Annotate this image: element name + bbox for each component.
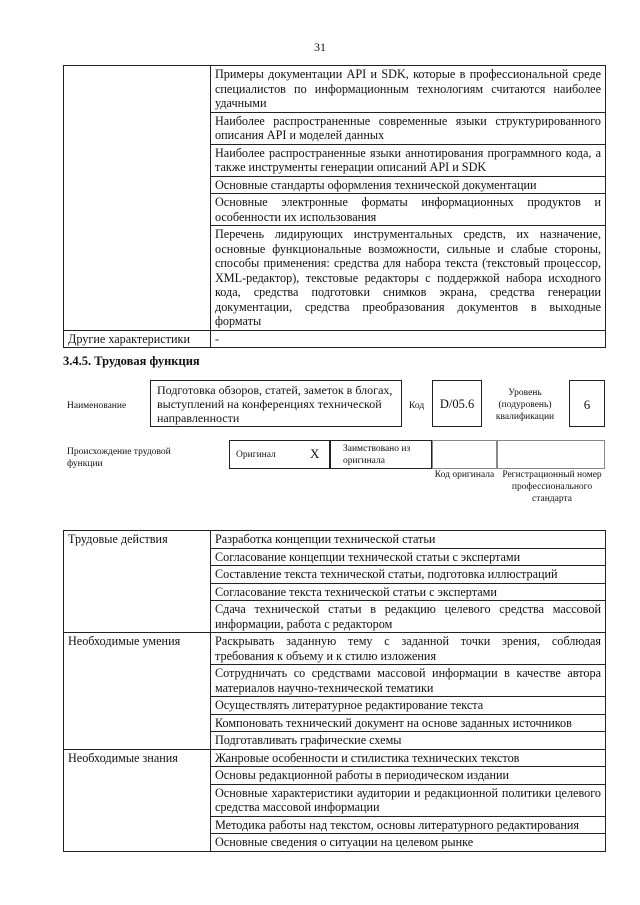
skill-item: Раскрывать заданную тему с заданной точки зрения, соблюдая требования к объему и к стилю изложения [211, 633, 606, 665]
knowledge-continuation-table [63, 65, 606, 348]
empty-label-cell [64, 66, 211, 331]
reg-number-box [497, 440, 605, 469]
action-item: Составление текста технической статьи, подготовка иллюстраций [211, 566, 606, 584]
knowledge-item: Основные электронные форматы информационных продуктов и особенности их использования [211, 194, 606, 226]
knowledge-item: Наиболее распространенные современные языки структурированного описания API и моделей данных [211, 112, 606, 144]
original-box [229, 440, 330, 469]
knowledge-entry: Основные сведения о ситуации на целевом рынке [211, 834, 606, 852]
level-value: 6 [569, 380, 605, 427]
code-original-label: Код оригинала [434, 470, 495, 480]
knowledge-entry: Методика работы над текстом, основы литературного редактирования [211, 816, 606, 834]
skill-item: Подготавливать графические схемы [211, 732, 606, 750]
name-value: Подготовка обзоров, статей, заметок в блогах, выступлений на конференциях технической направленности [157, 383, 393, 425]
original-label: Оригинал [236, 450, 276, 460]
code-original-box [432, 440, 497, 469]
skill-item: Компоновать технический документ на основе заданных источников [211, 714, 606, 732]
other-characteristics-value: - [211, 330, 606, 348]
code-label: Код [409, 401, 425, 411]
knowledge-entry: Основы редакционной работы в периодическом издании [211, 767, 606, 785]
level-label: Уровень (подуровень) квалификации [495, 388, 555, 422]
reg-number-label: Регистрационный номер профессионального стандарта [502, 470, 602, 504]
borrowed-box [330, 440, 432, 469]
knowledge-item: Перечень лидирующих инструментальных средств, их назначение, основные функциональные возможности, сильные и слабые стороны, способы применения: средства для набора текста (текстовый процессор, XML-редактор), текстовые редакторы с поддержкой набора исходного кода, средства подготовки снимков экрана, средства генерации документации, средства преобразования документов в выходные форматы [211, 226, 606, 331]
skill-item: Сотрудничать со средствами массовой информации в качестве автора материалов научно-технической тематики [211, 665, 606, 697]
action-item: Разработка концепции технической статьи [211, 531, 606, 549]
section-title: 3.4.5. Трудовая функция [63, 354, 200, 368]
knowledge-label: Необходимые знания [64, 749, 211, 851]
page-number: 31 [314, 40, 326, 54]
function-details-table [63, 530, 606, 852]
origin-label: Происхождение трудовой функции [67, 447, 171, 469]
action-item: Согласование текста технической статьи с экспертами [211, 583, 606, 601]
name-box [150, 380, 402, 427]
action-item: Согласование концепции технической статьи с экспертами [211, 548, 606, 566]
knowledge-item: Основные стандарты оформления технической документации [211, 176, 606, 194]
skill-item: Осуществлять литературное редактирование текста [211, 697, 606, 715]
knowledge-item: Наиболее распространенные языки аннотирования программного кода, а также инструменты генерации описаний API и SDK [211, 144, 606, 176]
name-label: Наименование [67, 401, 127, 411]
borrowed-label: Заимствовано из оригинала [343, 444, 411, 466]
knowledge-entry: Основные характеристики аудитории и редакционной политики целевого средства массовой информации [211, 784, 606, 816]
knowledge-entry: Жанровые особенности и стилистика технических текстов [211, 749, 606, 767]
other-characteristics-label: Другие характеристики [64, 330, 211, 348]
original-mark: X [310, 446, 320, 461]
code-value: D/05.6 [432, 380, 482, 427]
actions-label: Трудовые действия [64, 531, 211, 633]
action-item: Сдача технической статьи в редакцию целевого средства массовой информации, работа с редактором [211, 601, 606, 633]
knowledge-item: Примеры документации API и SDK, которые в профессиональной среде специалистов по информационным технологиям считаются наиболее удачными [211, 66, 606, 113]
skills-label: Необходимые умения [64, 633, 211, 750]
